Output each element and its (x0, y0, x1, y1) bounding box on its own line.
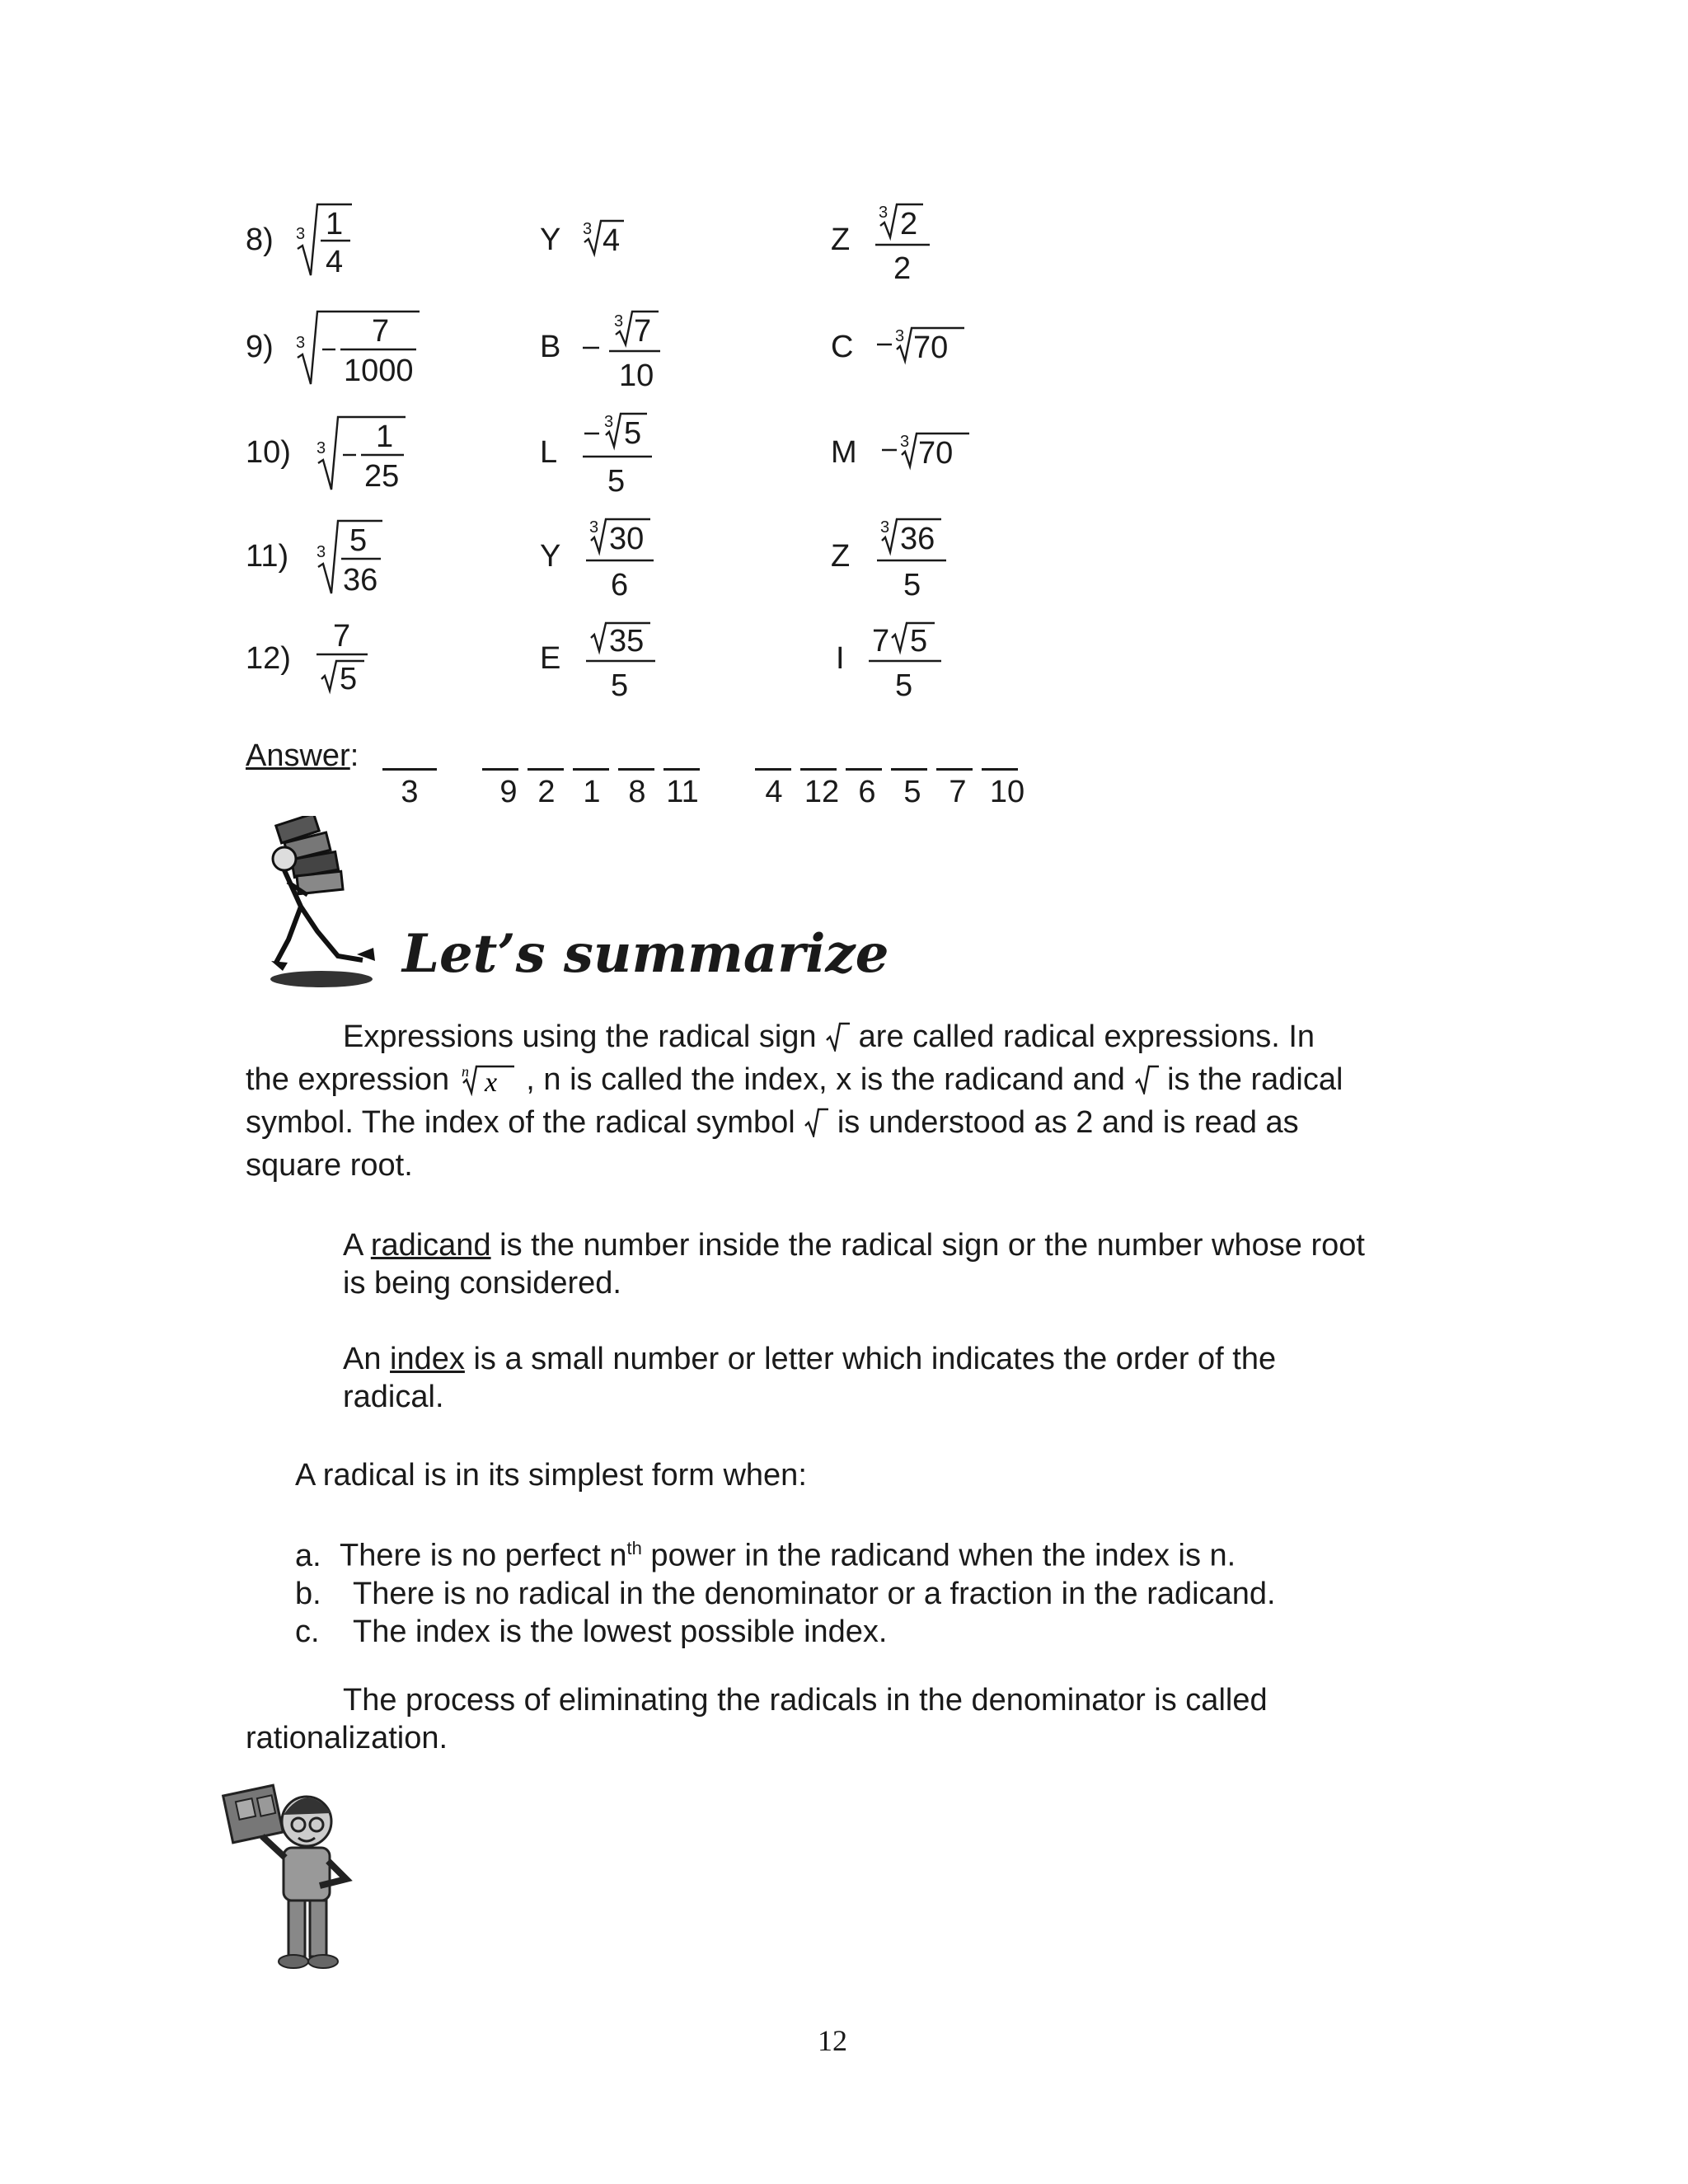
index-definition: An index is a small number or letter which indicates the order of the radical. (343, 1342, 1277, 1414)
answer-blank (755, 768, 791, 771)
answer-blank (618, 768, 654, 771)
radical-sign-icon (1134, 1065, 1159, 1094)
answer-position-number: 9 (499, 775, 518, 809)
svg-text:5: 5 (895, 668, 913, 703)
svg-text:n: n (461, 1063, 469, 1080)
simplest-form-list (295, 1530, 1449, 1651)
choice-letter: Z (831, 223, 851, 257)
radical-sign-icon (804, 1108, 828, 1137)
answer-position-number: 10 (989, 775, 1025, 809)
problem-expression (313, 412, 412, 500)
svg-text:3: 3 (900, 433, 910, 451)
svg-text:3: 3 (583, 220, 593, 238)
problem-expression (313, 516, 396, 604)
radical-index: 3 (296, 225, 306, 243)
section-title: Let’s summarize (402, 923, 889, 985)
svg-text:7: 7 (372, 314, 390, 349)
answer-blank (482, 768, 518, 771)
choice-letter: Y (540, 223, 561, 257)
svg-text:5: 5 (910, 624, 928, 658)
numerator: 1 (326, 207, 344, 241)
problem-expression (313, 616, 379, 705)
answer-blank (382, 768, 437, 771)
svg-text:4: 4 (603, 223, 621, 258)
svg-text:1000: 1000 (344, 354, 414, 388)
radical-sign-icon (825, 1022, 850, 1052)
svg-text:2: 2 (893, 251, 912, 286)
list-item: b. There is no radical in the denominator or a fraction in the radicand. (295, 1576, 1276, 1611)
svg-text:3: 3 (589, 518, 599, 537)
svg-text:7: 7 (872, 624, 890, 658)
answer-blank (846, 768, 882, 771)
answer-blank (528, 768, 564, 771)
svg-text:3: 3 (316, 439, 326, 457)
problem-number: 12) (246, 641, 291, 676)
choice-expression (581, 618, 663, 706)
svg-text:7: 7 (634, 314, 652, 349)
svg-text:3: 3 (316, 543, 326, 561)
svg-text:36: 36 (343, 563, 378, 598)
svg-text:5: 5 (611, 668, 629, 703)
svg-text:70: 70 (918, 436, 954, 471)
choice-letter: C (831, 330, 854, 364)
answer-blank (800, 768, 837, 771)
problem-number: 8) (246, 223, 274, 257)
choice-expression (874, 199, 940, 288)
svg-text:5: 5 (340, 662, 358, 696)
answer-blank (936, 768, 973, 771)
svg-text:3: 3 (880, 518, 890, 537)
choice-expression (875, 323, 974, 370)
svg-text:25: 25 (364, 459, 400, 494)
choice-letter: Y (540, 539, 561, 574)
svg-text:6: 6 (611, 568, 629, 602)
choice-letter: E (540, 641, 561, 676)
term-index: index (390, 1342, 465, 1376)
list-item: a. There is no perfect $n^{th}$ power in the radicand when the index is n. (295, 1538, 1236, 1573)
girl-with-cube-illustration (221, 1782, 361, 1976)
answer-position-number: 11 (666, 775, 699, 809)
choice-expression (880, 429, 979, 476)
answer-position-number: 1 (583, 775, 601, 809)
svg-text:1: 1 (376, 419, 394, 454)
choice-letter: Z (831, 539, 851, 574)
choice-letter: M (831, 435, 857, 470)
choice-expression (874, 514, 956, 602)
answer-position-number: 4 (765, 775, 783, 809)
nth-root-expression (458, 1063, 518, 1096)
problem-number: 11) (246, 539, 289, 574)
svg-text:2: 2 (900, 207, 918, 241)
svg-text:10: 10 (619, 359, 654, 393)
answer-position-number: 6 (858, 775, 876, 809)
answer-label: Answer: (246, 738, 359, 773)
svg-text:5: 5 (903, 568, 921, 602)
svg-text:x: x (484, 1067, 497, 1096)
svg-text:35: 35 (609, 624, 645, 658)
answer-position-number: 7 (949, 775, 967, 809)
summary-paragraph: Expressions using the radical sign are called radical expressions. In the expression n x , n is called the index, x is the radicand and is the radical symbol. The index of the radical symbol is understood as 2 and is read as square root. (246, 1019, 1343, 1183)
svg-text:30: 30 (609, 522, 645, 556)
problem-expression (293, 307, 433, 395)
denominator: 4 (326, 245, 344, 279)
term-radicand: radicand (370, 1228, 491, 1263)
svg-text:5: 5 (624, 416, 642, 451)
choice-letter: B (540, 330, 561, 364)
answer-blank (573, 768, 609, 771)
choice-letter: I (836, 641, 845, 676)
svg-text:3: 3 (879, 204, 889, 222)
choice-expression (867, 618, 958, 706)
svg-text:36: 36 (900, 522, 935, 556)
rationalization-paragraph: The process of eliminating the radicals in the denominator is called rationalization. (246, 1683, 1268, 1755)
list-item: c. The index is the lowest possible index. (295, 1614, 888, 1649)
simplest-form-intro: A radical is in its simplest form when: (295, 1458, 807, 1493)
choice-expression (581, 307, 672, 395)
svg-text:3: 3 (296, 334, 306, 352)
svg-text:7: 7 (333, 619, 351, 654)
choice-letter: L (540, 435, 558, 470)
answer-blank (982, 768, 1018, 771)
problem-number: 9) (246, 330, 274, 364)
svg-text:5: 5 (349, 523, 368, 558)
svg-text:3: 3 (604, 413, 614, 431)
choice-expression (581, 216, 647, 263)
answer-position-number: 3 (401, 775, 419, 809)
svg-text:3: 3 (895, 327, 905, 345)
answer-position-number: 12 (804, 775, 840, 809)
problem-expression (293, 198, 367, 286)
radicand-definition: A radicand is the number inside the radical sign or the number whose root is being considered. (343, 1228, 1365, 1301)
svg-text:3: 3 (614, 312, 624, 330)
answer-blank (663, 768, 700, 771)
book-carrier-illustration (260, 816, 383, 993)
svg-text:70: 70 (913, 330, 949, 365)
answer-blank (891, 768, 927, 771)
svg-text:5: 5 (607, 464, 626, 499)
problem-number: 10) (246, 435, 291, 470)
answer-position-number: 8 (628, 775, 646, 809)
choice-expression (581, 514, 663, 602)
page-number: 12 (818, 2024, 847, 2057)
answer-position-number: 2 (537, 775, 556, 809)
choice-expression (581, 409, 663, 497)
answer-position-number: 5 (903, 775, 921, 809)
